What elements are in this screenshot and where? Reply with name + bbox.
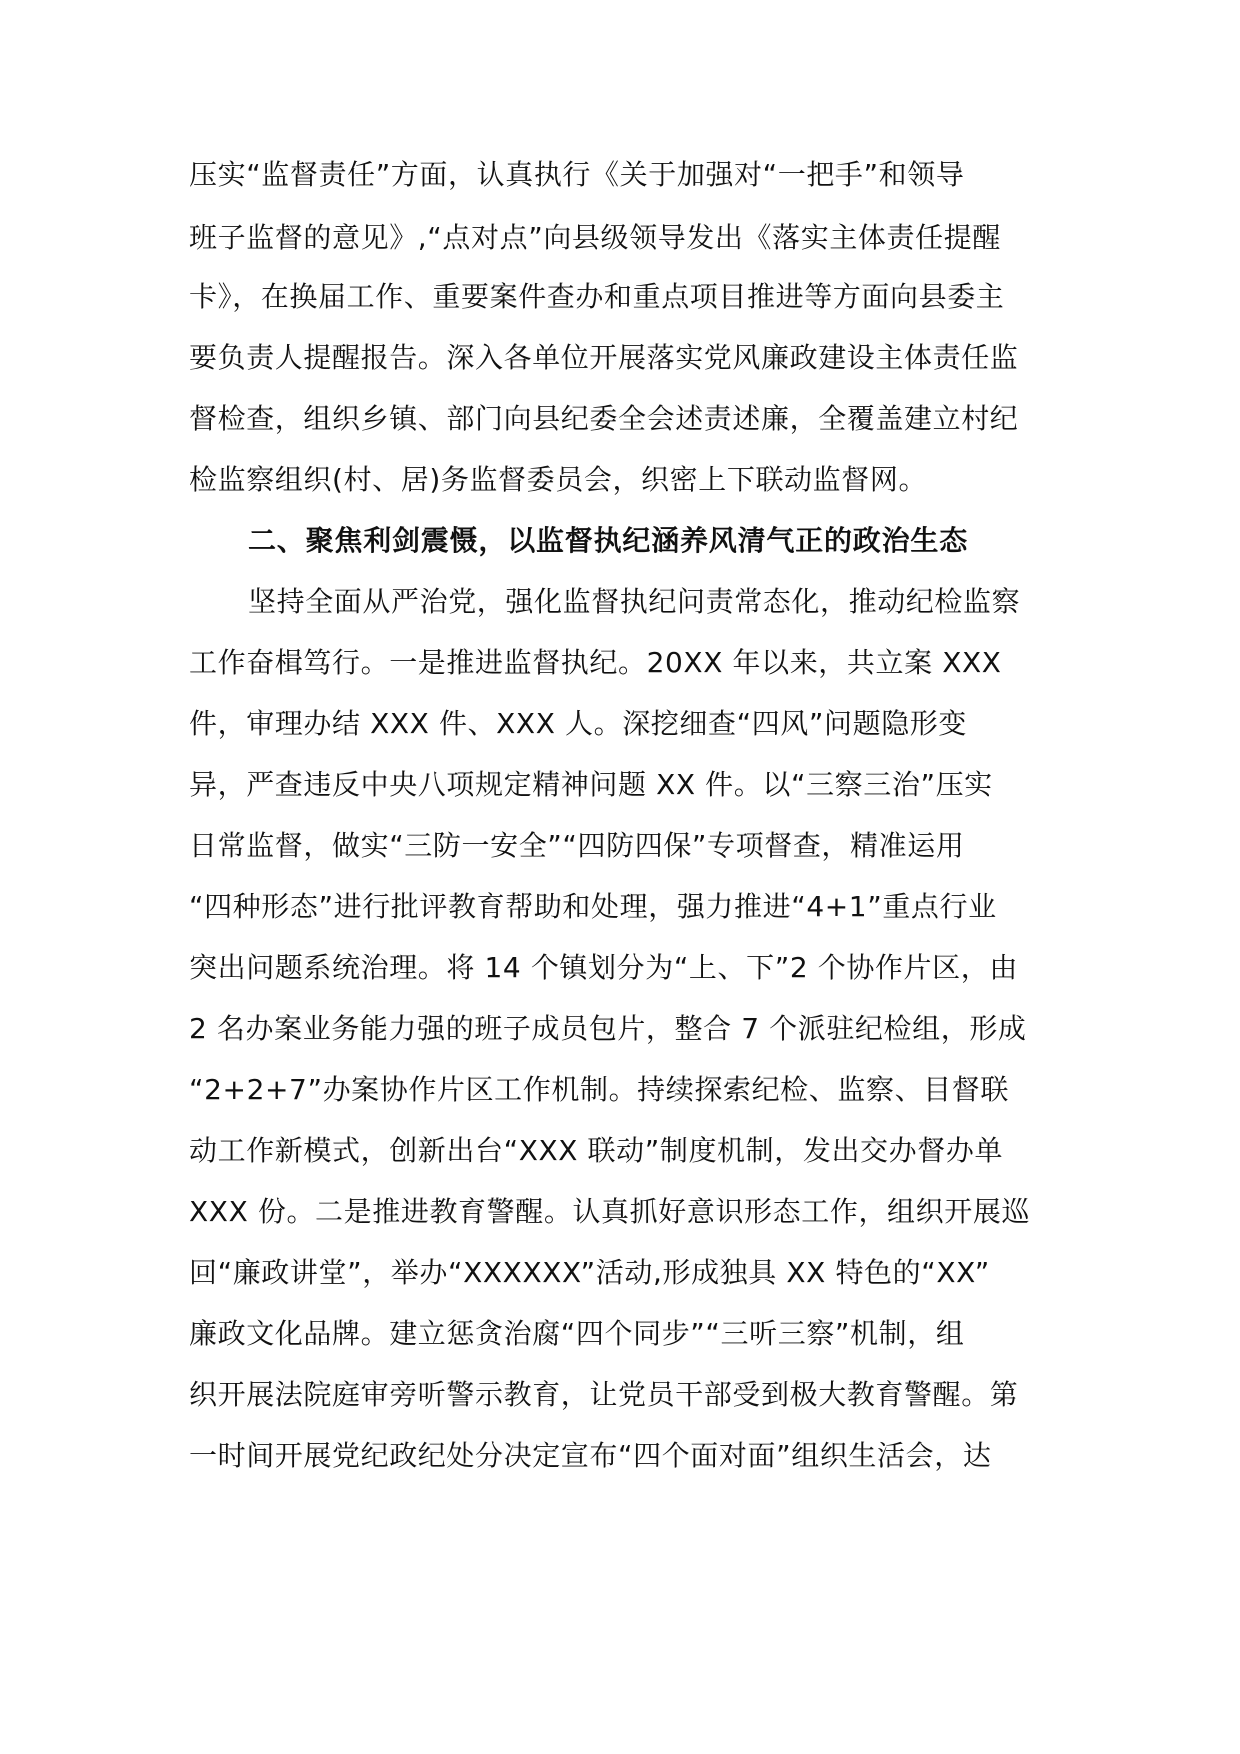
paragraph-first-line: 坚持全面从严治党，强化监督执纪问责常态化，推动纪检监察 xyxy=(248,585,1021,618)
body-text-line: “2+2+7”办案协作片区工作机制。持续探索纪检、监察、目督联 xyxy=(189,1073,1009,1106)
body-text-line: 2 名办案业务能力强的班子成员包片，整合 7 个派驻纪检组，形成 xyxy=(189,1012,1027,1045)
body-text-line: 动工作新模式，创新出台“XXX 联动”制度机制，发出交办督办单 xyxy=(189,1134,1004,1167)
body-text-line: 件，审理办结 XXX 件、XXX 人。深挖细查“四风”问题隐形变 xyxy=(189,707,968,740)
section-heading: 二、聚焦利剑震慑，以监督执纪涵养风清气正的政治生态 xyxy=(248,524,969,557)
body-text-line: 廉政文化品牌。建立惩贪治腐“四个同步”“三听三察”机制，组 xyxy=(189,1317,965,1350)
body-text-line: “四种形态”进行批评教育帮助和处理，强力推进“4+1”重点行业 xyxy=(189,890,997,923)
body-text-line: 突出问题系统治理。将 14 个镇划分为“上、下”2 个协作片区，由 xyxy=(189,951,1018,984)
body-text-line: 压实“监督责任”方面，认真执行《关于加强对“一把手”和领导 xyxy=(189,158,965,191)
body-text-line: 织开展法院庭审旁听警示教育，让党员干部受到极大教育警醒。第 xyxy=(189,1378,1019,1411)
body-text-line: 日常监督，做实“三防一安全”“四防四保”专项督查，精准运用 xyxy=(189,829,965,862)
body-text-line: 要负责人提醒报告。深入各单位开展落实党风廉政建设主体责任监 xyxy=(189,341,1019,374)
body-text-line: 卡》，在换届工作、重要案件查办和重点项目推进等方面向县委主 xyxy=(189,280,1005,313)
body-text-line: 督检查，组织乡镇、部门向县纪委全会述责述廉，全覆盖建立村纪 xyxy=(189,402,1019,435)
body-text-line: 一时间开展党纪政纪处分决定宣布“四个面对面”组织生活会，达 xyxy=(189,1439,992,1472)
body-text-line: 检监察组织(村、居)务监督委员会，织密上下联动监督网。 xyxy=(189,463,928,496)
body-text-line: 工作奋楫笃行。一是推进监督执纪。20XX 年以来，共立案 XXX xyxy=(189,646,1002,679)
body-text-line: XXX 份。二是推进教育警醒。认真抓好意识形态工作，组织开展巡 xyxy=(189,1195,1031,1228)
body-text-line: 异，严查违反中央八项规定精神问题 XX 件。以“三察三治”压实 xyxy=(189,768,993,801)
body-text-line: 班子监督的意见》,“点对点”向县级领导发出《落实主体责任提醒 xyxy=(189,221,1001,254)
body-text-line: 回“廉政讲堂”，举办“XXXXXX”活动,形成独具 XX 特色的“XX” xyxy=(189,1256,990,1289)
